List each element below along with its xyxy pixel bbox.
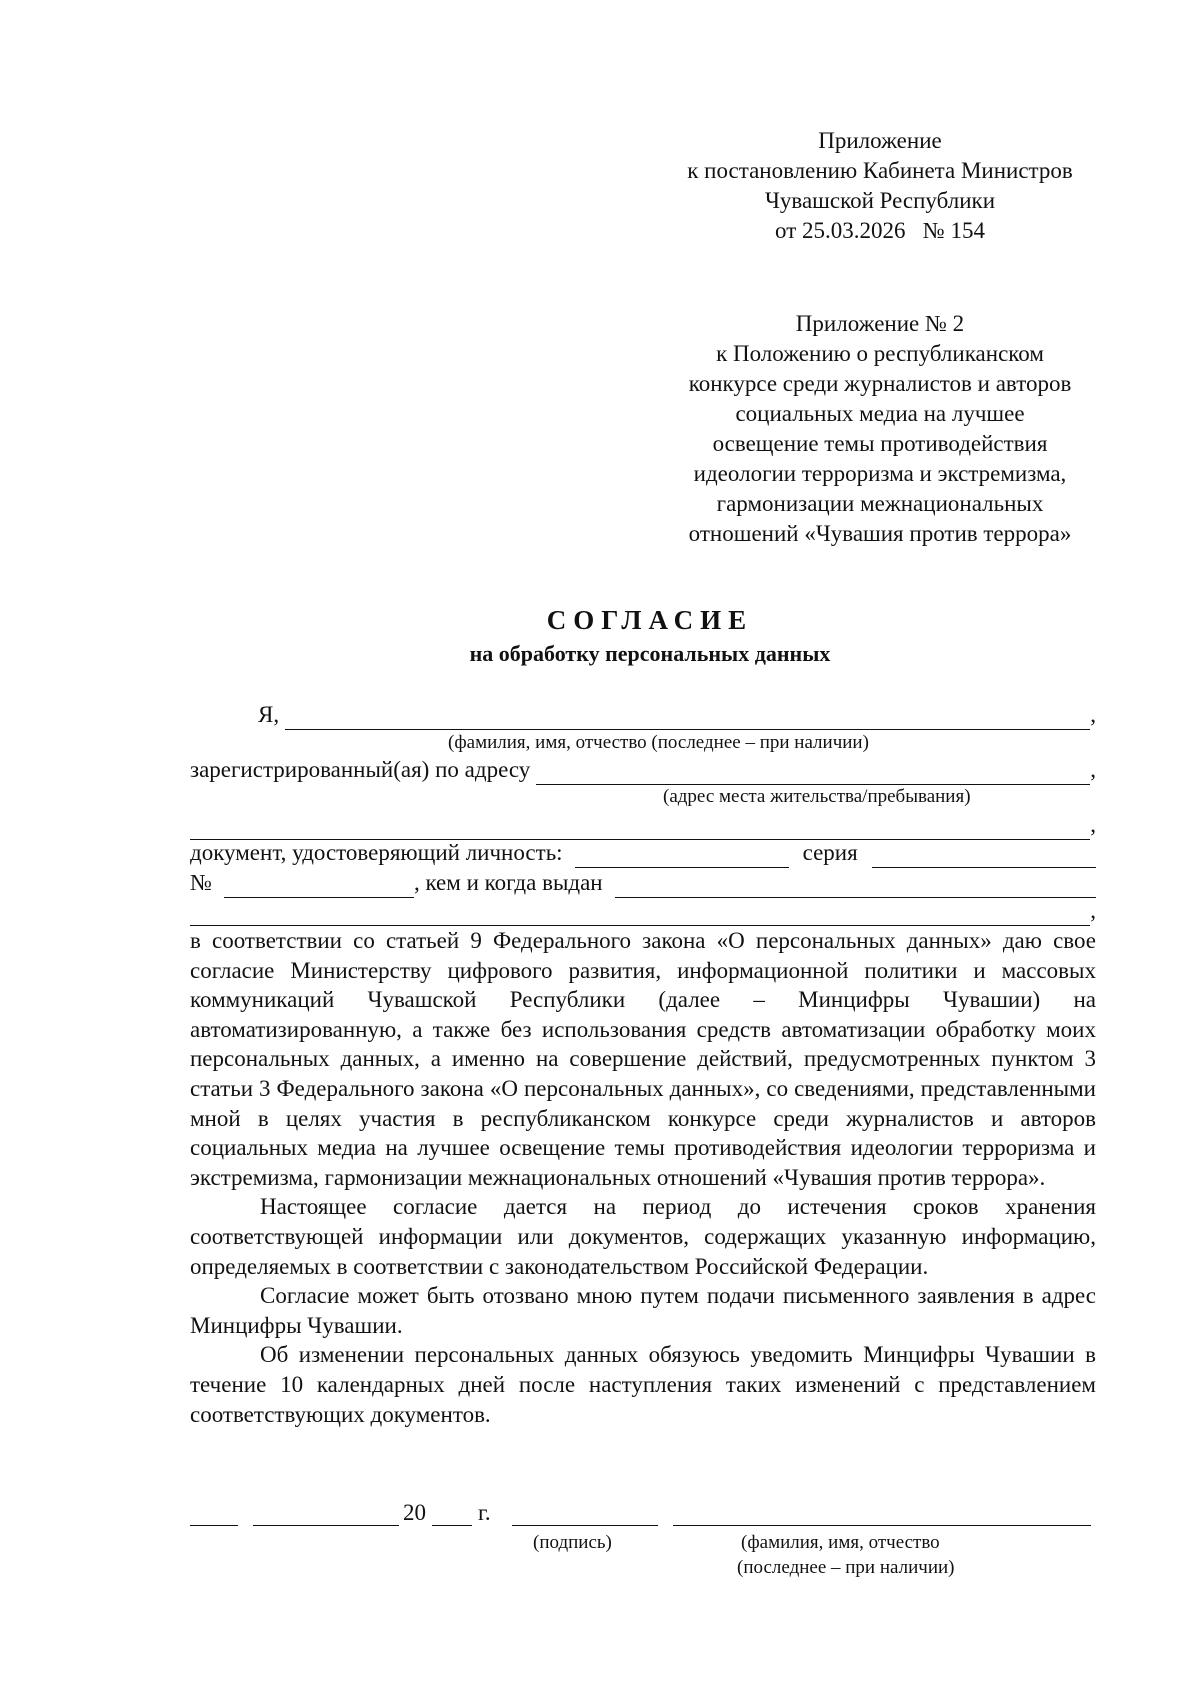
fio-field-line[interactable]	[285, 707, 1090, 730]
appendix2-line: социальных медиа на лучшее	[735, 401, 1025, 426]
appendix2-line: к Положению о республиканском	[716, 341, 1044, 366]
address-continuation-line[interactable]	[190, 817, 1090, 840]
comma: ,	[1090, 812, 1096, 837]
series-field-line[interactable]	[872, 845, 1096, 868]
consent-paragraph: Согласие может быть отозвано мною путем подачи письменного заявления в адрес Минцифры Чувашии.	[190, 1283, 1096, 1338]
appendix-header-1	[660, 126, 1100, 246]
name-caption-line2: (последнее – при наличии)	[737, 1557, 955, 1578]
registered-label: зарегистрированный(ая) по адресу	[190, 757, 531, 782]
year-prefix: 20	[403, 1500, 426, 1525]
address-field-line[interactable]	[536, 762, 1090, 785]
document-title: СОГЛАСИЕ	[546, 605, 754, 635]
consent-paragraph: Об изменении персональных данных обязуюсь уведомить Минцифры Чувашии в течение 10 календарных дней после наступления таких изменений с представлением соответствующих документов.	[190, 1342, 1096, 1427]
address-row	[190, 755, 1096, 785]
series-label: серия	[802, 840, 858, 865]
document-subtitle: на обработку персональных данных	[469, 641, 831, 666]
signature-field-line[interactable]	[512, 1524, 658, 1526]
consent-paragraph: в соответствии со статьей 9 Федерального закона «О персональных данных» даю свое согласие Министерству цифрового развития, информационной политики и массовых коммуникаций Чувашской Республики (далее – Минцифры Чувашии) на автоматизированную, а также без использования средств автоматизации обработку моих персональных данных, а именно на совершение действий, предусмотренных пунктом 3 статьи 3 Федерального закона «О персональных данных», со сведениями, представленными мной в целях участия в республиканском конкурсе среди журналистов и авторов социальных медиа на лучшее освещение темы противодействия идеологии терроризма и экстремизма, гармонизации межнациональных отношений «Чувашия против террора».	[190, 928, 1096, 1190]
number-label: №	[190, 870, 212, 895]
consent-paragraph: Настоящее согласие дается на период до истечения сроков хранения соответствующей информации или документов, содержащих указанную информацию, определяемых в соответствии с законодательством Российской Федерации.	[190, 1194, 1096, 1279]
appendix-header-2	[660, 309, 1100, 549]
year-suffix: г.	[478, 1500, 491, 1525]
issued-field-line[interactable]	[615, 875, 1096, 898]
fio-caption: (фамилия, имя, отчество (последнее – при наличии)	[448, 732, 869, 753]
appendix2-line: конкурсе среди журналистов и авторов	[688, 371, 1072, 396]
address-caption: (адрес места жительства/пребывания)	[663, 786, 971, 807]
name-caption-line1: (фамилия, имя, отчество	[741, 1532, 940, 1553]
appendix2-line: освещение темы противодействия	[712, 431, 1048, 456]
month-field-line[interactable]	[253, 1524, 399, 1526]
issued-label: , кем и когда выдан	[413, 870, 603, 895]
comma: ,	[1090, 702, 1096, 727]
fio-row	[258, 700, 1096, 730]
document-row	[190, 838, 1096, 868]
comma: ,	[1090, 757, 1096, 782]
appendix2-line: идеологии терроризма и экстремизма,	[693, 461, 1067, 486]
document-type-line[interactable]	[575, 845, 789, 868]
day-field-line[interactable]	[190, 1524, 238, 1526]
document-label: документ, удостоверяющий личность:	[190, 840, 563, 865]
number-field-line[interactable]	[224, 875, 414, 898]
number-row	[190, 868, 1096, 898]
appendix2-line: отношений «Чувашия против террора»	[688, 521, 1072, 546]
appendix2-line: гармонизации межнациональных	[716, 491, 1044, 516]
i-label: Я,	[258, 702, 280, 727]
name-field-line[interactable]	[673, 1524, 1091, 1526]
address-continuation-row	[190, 810, 1096, 840]
issued-continuation-row	[190, 896, 1096, 926]
appendix1-line: от 25.03.2026 № 154	[775, 218, 985, 243]
appendix1-line: к постановлению Кабинета Министров	[687, 158, 1073, 183]
issued-continuation-line[interactable]	[190, 903, 1090, 926]
year-field-line[interactable]	[432, 1524, 472, 1526]
appendix2-line: Приложение № 2	[795, 311, 965, 336]
signature-caption: (подпись)	[533, 1532, 612, 1553]
consent-body	[190, 926, 1096, 1429]
appendix1-line: Чувашской Республики	[764, 188, 996, 213]
comma: ,	[1090, 898, 1096, 923]
appendix1-line: Приложение	[818, 128, 942, 153]
